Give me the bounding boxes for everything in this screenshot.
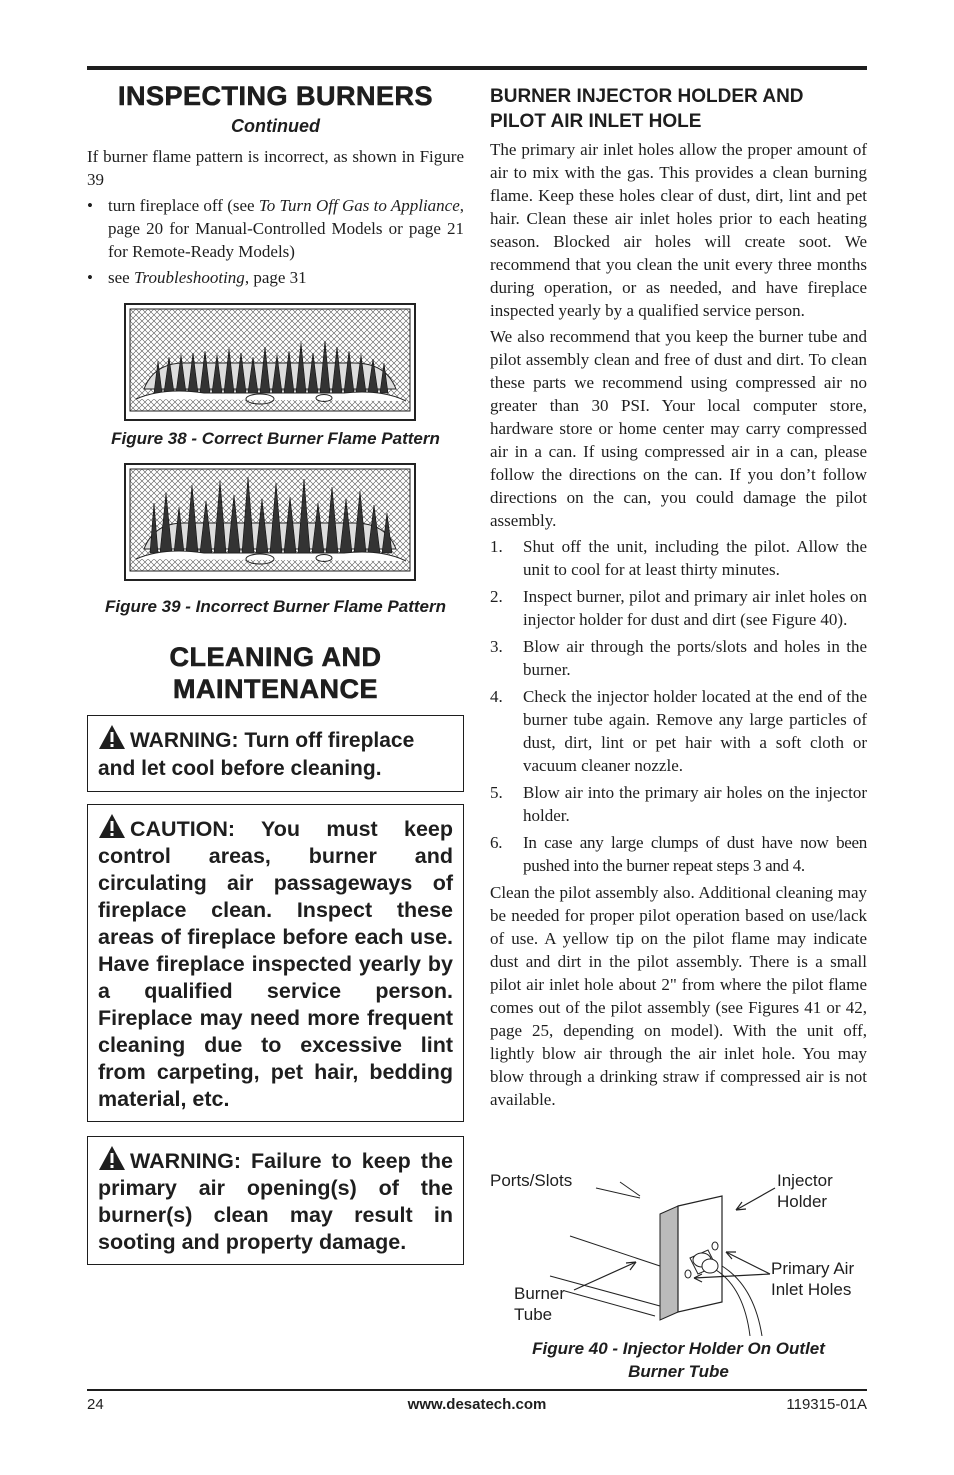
warning-box-sooting: WARNING: Failure to keep the primary air opening(s) of the burner(s) clean may result in sooting and property damage. bbox=[87, 1136, 464, 1265]
caution-box: CAUTION: You must keep control areas, burner and circulating air passageways of fireplace clean. Inspect these areas of fireplace before each use. Have fireplace inspected yearly by a qualified service person. Fireplace may need more frequent cleaning due to excessive lint from carpeting, pet hair, bedding material, etc. bbox=[87, 804, 464, 1122]
label-burner-tube: Burner Tube bbox=[514, 1284, 566, 1324]
warning-box-cool: WARNING: Turn off fireplace and let cool before cleaning. bbox=[87, 715, 464, 792]
link-troubleshooting: Troubleshooting bbox=[133, 268, 245, 287]
paragraph-air-inlet: The primary air inlet holes allow the proper amount of air to mix with the gas. This provides a clean burning flame. Keep these holes clear of dust, dirt, lint and pet hair. Clean these air inlet holes prior to each heating season. Blocked air holes will create soot. We recommend that you clean the unit every three months during operation, or as needed, and have fireplace inspected yearly by a qualified service person. bbox=[490, 140, 867, 320]
link-turn-off-gas: To Turn Off Gas to Appliance bbox=[258, 196, 460, 215]
incorrect-flame-illustration bbox=[124, 463, 416, 581]
bottom-rule bbox=[87, 1389, 867, 1391]
figure-38 bbox=[87, 303, 464, 449]
right-column bbox=[490, 84, 867, 1114]
website-link[interactable]: www.desatech.com bbox=[407, 1396, 547, 1413]
bullet-item: • see Troubleshooting, page 31 bbox=[87, 266, 464, 289]
warning-triangle-icon bbox=[98, 813, 126, 839]
continued-label: Continued bbox=[231, 116, 320, 136]
page-number: 24 bbox=[87, 1396, 104, 1413]
section-heading-inspecting-burners: INSPECTING BURNERS bbox=[117, 81, 434, 111]
paragraph-compressed-air: We also recommend that you keep the burner tube and pilot assembly clean and free of dust and dirt. To clean these parts we recommend using compressed air no greater than 30 PSI. Your local computer store, hardware store or home center may carry compressed air in a can. If using compressed air in a can, please follow the directions on the can. If you don’t follow directions on the can, you could damage the pilot assembly. bbox=[490, 327, 867, 530]
top-rule bbox=[87, 66, 867, 70]
inspecting-body bbox=[87, 145, 464, 289]
figure-40 bbox=[490, 1166, 867, 1386]
step-item: 5. Blow air into the primary air holes on the injector holder. bbox=[490, 783, 867, 825]
figure-39-caption: Figure 39 - Incorrect Burner Flame Pattern bbox=[104, 597, 447, 616]
step-item: 2. Inspect burner, pilot and primary air inlet holes on injector holder for dust and dirt (see Figure 40). bbox=[490, 587, 867, 629]
injector-body bbox=[490, 138, 867, 1111]
step-item: 3. Blow air through the ports/slots and holes in the burner. bbox=[490, 637, 867, 679]
figure-39 bbox=[87, 463, 464, 617]
label-primary-air-inlet-holes: Primary Air Inlet Holes bbox=[771, 1259, 855, 1299]
paragraph-pilot-assembly: Clean the pilot assembly also. Additional cleaning may be needed for proper pilot operation based on use/lack of use. A yellow tip on the pilot flame may indicate dust and dirt in the pilot assembly. There is a small pilot air inlet hole about 2" from where the pilot flame comes out of the pilot assembly (see Figures 41 or 42, page 25, depending on model). With the unit off, lightly blow air through the air inlet hole. You may blow through a drinking straw if compressed air is not available. bbox=[490, 883, 867, 1109]
step-item: 4. Check the injector holder located at the end of the burner tube again. Remove any large particles of dust, dirt, lint or pet hair with a soft cloth or vacuum cleaner nozzle. bbox=[490, 687, 867, 775]
warning-triangle-icon bbox=[98, 1145, 126, 1171]
label-ports-slots: Ports/Slots bbox=[490, 1171, 573, 1190]
correct-flame-illustration bbox=[124, 303, 416, 421]
bullet-item: • turn fireplace off (see To Turn Off Gas to Appliance, page 20 for Manual-Controlled Models or page 21 for Remote-Ready Models) bbox=[87, 194, 464, 263]
figure-40-caption: Figure 40 - Injector Holder On Outlet Burner Tube bbox=[532, 1339, 825, 1381]
figure-38-caption: Figure 38 - Correct Burner Flame Pattern bbox=[111, 429, 440, 448]
section-heading-cleaning: CLEANING AND MAINTENANCE bbox=[169, 642, 382, 704]
label-injector-holder: Injector Holder bbox=[777, 1171, 833, 1211]
intro-paragraph: If burner flame pattern is incorrect, as shown in Figure 39 bbox=[87, 147, 464, 189]
cleaning-steps-list bbox=[490, 535, 867, 877]
left-column bbox=[87, 78, 464, 1265]
step-item: 6. In case any large clumps of dust have now been pushed into the burner repeat steps 3 and 4. bbox=[490, 833, 867, 875]
bullet-list bbox=[87, 194, 464, 289]
step-item: 1. Shut off the unit, including the pilot. Allow the unit to cool for at least thirty minutes. bbox=[490, 537, 867, 579]
subsection-heading-injector: BURNER INJECTOR HOLDER AND PILOT AIR INLET HOLE bbox=[490, 86, 804, 132]
warning-triangle-icon bbox=[98, 724, 126, 750]
document-number: 119315-01A bbox=[786, 1396, 867, 1413]
